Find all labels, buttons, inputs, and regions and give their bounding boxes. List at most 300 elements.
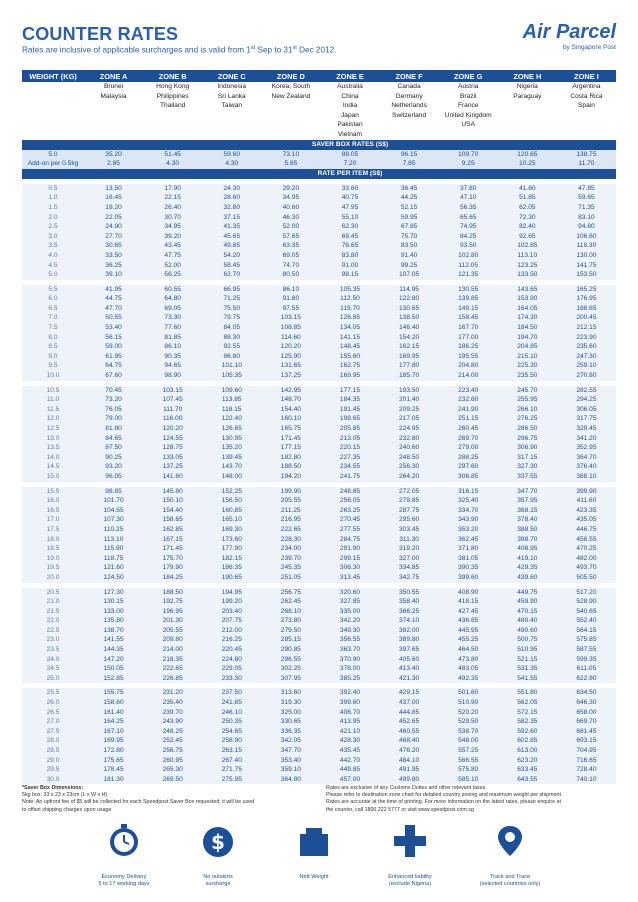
rate-cell: 418.15 — [439, 597, 498, 607]
rate-cell: 541.55 — [498, 674, 557, 684]
rate-cell: 222.65 — [261, 525, 320, 535]
rate-per-item-header — [22, 169, 616, 179]
rate-cell: 177.00 — [439, 333, 498, 343]
rate-cell: 575.80 — [439, 765, 498, 775]
rate-cell: 147.20 — [84, 655, 143, 665]
rate-cell: 37.15 — [202, 213, 261, 223]
note-line: 5kg box: 33 x 23 x 23cm (L x W x H) — [22, 792, 108, 799]
rate-cell: 91.40 — [380, 251, 439, 261]
rate-cell: 69.45 — [320, 232, 379, 242]
rate-cell: 199.90 — [261, 487, 320, 497]
section-title: SAVER BOX RATES (S$) — [84, 140, 616, 150]
rate-cell — [261, 130, 320, 140]
rate-cell: 319.30 — [261, 698, 320, 708]
rate-cell: 306.90 — [498, 443, 557, 453]
rate-cell: 364.80 — [261, 775, 320, 785]
rate-cell: 740.10 — [557, 775, 616, 785]
rate-cell — [202, 120, 261, 130]
rate-cell: 58.45 — [202, 261, 261, 271]
rate-cell: 76.05 — [84, 405, 143, 415]
rate-cell: 458.55 — [557, 535, 616, 545]
rate-cell: Switzerland — [392, 111, 427, 119]
feature-no-outskirts — [178, 822, 258, 888]
rate-cell: 160.10 — [261, 414, 320, 424]
rate-cell: 306.30 — [320, 563, 379, 573]
rate-cell: 186.35 — [202, 563, 261, 573]
rate-row — [22, 405, 616, 415]
rate-cell: 460.55 — [380, 727, 439, 737]
rate-cell: 204.85 — [498, 342, 557, 352]
rate-cell: 216.95 — [261, 515, 320, 525]
weight-cell: 16.5 — [22, 506, 84, 516]
weight-cell: 25.5 — [22, 688, 84, 698]
rate-cell: 35.20 — [84, 150, 143, 160]
rate-cell: 57.65 — [261, 232, 320, 242]
rate-cell: 492.35 — [439, 674, 498, 684]
rate-cell: 411.60 — [557, 496, 616, 506]
rate-cell: 405.60 — [380, 655, 439, 665]
rate-cell — [557, 130, 616, 140]
rate-cell: 26.40 — [143, 203, 202, 213]
rate-cell: 237.50 — [202, 688, 261, 698]
rate-cell: 406.70 — [320, 708, 379, 718]
country-row — [22, 120, 616, 130]
rate-cell: 54.20 — [202, 251, 261, 261]
rate-row — [22, 674, 616, 684]
rate-cell: 500.75 — [498, 635, 557, 645]
rate-cell: 74.70 — [261, 261, 320, 271]
rate-cell: 110.25 — [84, 525, 143, 535]
rate-row — [22, 333, 616, 343]
rate-cell: 501.60 — [439, 688, 498, 698]
rate-cell: 243.90 — [143, 717, 202, 727]
rate-cell: 37.80 — [439, 184, 498, 194]
rate-row — [22, 203, 616, 213]
rate-cell: 231.20 — [143, 688, 202, 698]
rate-cell: 194.70 — [498, 333, 557, 343]
weight-icon — [294, 822, 334, 860]
weight-cell: 13.5 — [22, 443, 84, 453]
rate-cell: 245.35 — [261, 563, 320, 573]
weight-cell: 0.5 — [22, 184, 84, 194]
rate-cell: 521.15 — [498, 655, 557, 665]
feature-sublabel: (exclude Nigeria) — [388, 881, 432, 887]
rate-cell: 248.50 — [380, 453, 439, 463]
rate-cell: 316.15 — [439, 487, 498, 497]
rate-cell: Indonesia — [217, 83, 247, 90]
rate-cell: 557.25 — [439, 746, 498, 756]
rate-cell: 178.45 — [84, 765, 143, 775]
track-icon — [490, 822, 530, 860]
rate-row — [22, 270, 616, 280]
rate-cell: 55.10 — [320, 213, 379, 223]
rate-cell: 364.70 — [557, 453, 616, 463]
rate-cell: 30.70 — [143, 213, 202, 223]
rate-row — [22, 717, 616, 727]
rate-cell: 520.20 — [439, 708, 498, 718]
rate-cell: 538.70 — [439, 727, 498, 737]
rate-cell: 195.55 — [439, 352, 498, 362]
rate-cell: 150.10 — [143, 496, 202, 506]
feature-icons — [0, 822, 638, 902]
rate-cell: 98.15 — [320, 270, 379, 280]
rate-cell: 366.25 — [380, 607, 439, 617]
feature-label: Enhanced liability — [388, 874, 432, 880]
rate-cell: 59.60 — [202, 150, 261, 160]
feature-nett-weight — [274, 822, 354, 881]
rate-cell: 47.95 — [320, 203, 379, 213]
rate-cell: 491.95 — [380, 765, 439, 775]
rate-cell: 107.05 — [380, 270, 439, 280]
weight-cell: 14.0 — [22, 453, 84, 463]
rate-cell: 378.00 — [320, 664, 379, 674]
rate-cell: 235.60 — [557, 342, 616, 352]
rate-cell: 335.00 — [320, 607, 379, 617]
rate-cell: 138.75 — [557, 150, 616, 160]
rate-cell: 265.30 — [143, 765, 202, 775]
rate-cell: 176.95 — [557, 294, 616, 304]
rate-cell: 141.15 — [320, 333, 379, 343]
rate-cell: 376.40 — [557, 462, 616, 472]
rate-cell: 681.45 — [557, 727, 616, 737]
rate-cell: 378.40 — [498, 515, 557, 525]
note-line: to offset shipping charges upon usage — [22, 806, 112, 813]
rate-cell — [202, 130, 261, 140]
dollar-icon — [198, 822, 238, 860]
rate-cell: 390.35 — [439, 563, 498, 573]
rate-cell: 633.45 — [498, 765, 557, 775]
rate-cell: 269.50 — [143, 775, 202, 785]
rate-cell: 185.70 — [380, 371, 439, 381]
rate-cell: 86.10 — [261, 285, 320, 295]
rate-cell: 643.55 — [498, 775, 557, 785]
rate-cell: 582.35 — [498, 717, 557, 727]
rate-cell — [261, 111, 320, 121]
page-title: COUNTER RATES — [22, 24, 179, 44]
section-bar-spacer — [22, 140, 84, 150]
rate-cell: 56.15 — [84, 333, 143, 343]
rate-cell: 126.85 — [320, 313, 379, 323]
rate-cell: 510.95 — [498, 645, 557, 655]
rate-cell: 59.00 — [84, 342, 143, 352]
rate-cell: 224.80 — [202, 655, 261, 665]
rate-cell: 311.30 — [380, 535, 439, 545]
feature-sublabel: surcharge — [205, 881, 231, 887]
rate-cell: 457.00 — [320, 775, 379, 785]
rate-cell: 299.15 — [320, 554, 379, 564]
rate-cell: 429.15 — [380, 688, 439, 698]
rate-cell: 256.30 — [380, 462, 439, 472]
rate-cell: 693.15 — [557, 736, 616, 746]
notes-left — [22, 785, 312, 814]
feature-label: No outskirts — [203, 874, 233, 880]
column-header-zone: ZONE A — [84, 70, 143, 82]
rate-cell: 104.55 — [84, 506, 143, 516]
rate-cell: 329.45 — [557, 424, 616, 434]
rate-cell: 69.05 — [261, 251, 320, 261]
rate-cell: 194.95 — [202, 588, 261, 598]
rate-cell: 241.75 — [320, 472, 379, 482]
rate-cell: 133.05 — [143, 453, 202, 463]
rate-row — [22, 515, 616, 525]
rate-cell: 505.50 — [557, 573, 616, 583]
column-header-zone: ZONE G — [439, 70, 498, 82]
weight-cell: 15.5 — [22, 487, 84, 497]
rate-cell: 73.10 — [261, 150, 320, 160]
rate-cell: 435.05 — [557, 515, 616, 525]
rate-cell: 205.55 — [261, 496, 320, 506]
rate-cell: 7.85 — [380, 159, 439, 169]
rate-cell: 452.65 — [380, 717, 439, 727]
rate-cell: 288.25 — [439, 453, 498, 463]
rate-cell: 120.20 — [261, 342, 320, 352]
weight-cell: 11.0 — [22, 395, 84, 405]
rate-cell — [498, 111, 557, 121]
rate-cell: 148.45 — [320, 342, 379, 352]
rate-cell: 56.35 — [439, 203, 498, 213]
saver-box-header — [22, 140, 616, 150]
rate-cell: 399.60 — [439, 573, 498, 583]
rate-cell: 220.45 — [202, 645, 261, 655]
rate-cell: 342.20 — [320, 616, 379, 626]
column-header-zone: ZONE H — [498, 70, 557, 82]
rate-cell: 268.10 — [261, 607, 320, 617]
rate-cell: 256.75 — [261, 588, 320, 598]
note-line: Rates are exclusive of any Customs Duties and other relevant taxes. — [326, 785, 487, 791]
weight-cell — [22, 101, 84, 111]
rate-cell: 155.60 — [320, 352, 379, 362]
rate-cell: 251.15 — [439, 414, 498, 424]
rate-cell: 33.50 — [84, 251, 143, 261]
weight-cell: 23.5 — [22, 645, 84, 655]
rate-cell: 143.65 — [498, 285, 557, 295]
rate-cell: 46.30 — [261, 213, 320, 223]
rate-cell: 60.55 — [143, 285, 202, 295]
rate-cell: 193.50 — [380, 386, 439, 396]
rate-cell: 370.90 — [320, 655, 379, 665]
rate-row — [22, 765, 616, 775]
rate-cell: 184.35 — [320, 395, 379, 405]
rate-cell: 270.45 — [320, 515, 379, 525]
rate-cell: France — [457, 102, 479, 110]
rate-cell: 152.85 — [84, 674, 143, 684]
rate-row — [22, 342, 616, 352]
rate-cell: 10.25 — [498, 159, 557, 169]
rate-cell: Nigeria — [516, 83, 538, 90]
rate-cell: 50.55 — [84, 313, 143, 323]
rate-cell: 79.75 — [202, 313, 261, 323]
weight-cell: 10.0 — [22, 371, 84, 381]
rate-cell: 234.55 — [320, 462, 379, 472]
rate-cell: 96.80 — [202, 352, 261, 362]
rate-cell: 139.45 — [202, 453, 261, 463]
weight-cell: 27.0 — [22, 717, 84, 727]
rate-row — [22, 487, 616, 497]
rate-row — [22, 506, 616, 516]
rate-cell: 258.90 — [202, 736, 261, 746]
rate-row — [22, 352, 616, 362]
rate-cell: 70.45 — [84, 386, 143, 396]
section-title: RATE PER ITEM (S$) — [84, 169, 616, 179]
weight-cell: 17.0 — [22, 515, 84, 525]
saver-row — [22, 150, 616, 160]
weight-cell: 4.5 — [22, 261, 84, 271]
rate-row — [22, 395, 616, 405]
rate-cell: 113.10 — [84, 535, 143, 545]
air-parcel-logo — [523, 22, 616, 51]
rate-cell: 313.60 — [261, 688, 320, 698]
rate-cell: 468.40 — [380, 736, 439, 746]
rate-cell: Taiwan — [221, 102, 243, 110]
rate-cell — [143, 111, 202, 121]
rate-cell: 156.50 — [202, 496, 261, 506]
rate-cell: 169.95 — [320, 371, 379, 381]
rate-cell: 388.50 — [498, 525, 557, 535]
rate-cell: 175.65 — [84, 756, 143, 766]
rate-cell: 182.15 — [202, 554, 261, 564]
rate-row — [22, 655, 616, 665]
rate-cell — [84, 120, 143, 130]
rate-cell: 47.70 — [84, 304, 143, 314]
rate-cell: 154.40 — [143, 506, 202, 516]
rate-cell: 112.50 — [320, 294, 379, 304]
rate-cell: 146.40 — [380, 323, 439, 333]
rate-cell: Netherlands — [391, 102, 427, 110]
rate-cell: 167.70 — [439, 323, 498, 333]
rate-cell: 76.65 — [320, 241, 379, 251]
rate-cell: 336.35 — [261, 727, 320, 737]
rate-cell: 214.00 — [143, 645, 202, 655]
rate-cell: 96.05 — [84, 472, 143, 482]
saver-box-note-title: *Saver Box Dimensions: — [22, 785, 84, 791]
rate-cell: 124.55 — [143, 434, 202, 444]
weight-cell: 2.5 — [22, 222, 84, 232]
rate-cell: 214.00 — [439, 371, 498, 381]
weight-cell: 21.5 — [22, 607, 84, 617]
rate-row — [22, 462, 616, 472]
rate-cell: 220.15 — [320, 443, 379, 453]
rate-row — [22, 626, 616, 636]
rate-cell: 484.10 — [380, 756, 439, 766]
rate-row — [22, 563, 616, 573]
rate-cell: 201.30 — [143, 616, 202, 626]
rate-cell: 67.85 — [380, 222, 439, 232]
weight-cell: 20.5 — [22, 588, 84, 598]
rate-cell: 83.80 — [320, 251, 379, 261]
rate-cell: 334.85 — [380, 563, 439, 573]
rate-cell: 165.25 — [557, 285, 616, 295]
rate-cell: 445.95 — [439, 626, 498, 636]
rate-cell: 490.60 — [498, 626, 557, 636]
rate-cell: Australia — [337, 83, 363, 90]
rate-cell: 52.00 — [143, 261, 202, 271]
rate-cell: 4.30 — [202, 159, 261, 169]
rate-cell: 148.00 — [202, 472, 261, 482]
rate-cell: 149.15 — [439, 304, 498, 314]
rate-cell: 141.75 — [557, 261, 616, 271]
rate-cell: 623.20 — [498, 756, 557, 766]
rate-cell: 171.45 — [143, 544, 202, 554]
rate-cell: 137.25 — [143, 462, 202, 472]
rate-row — [22, 193, 616, 203]
feature-sublabel: (selected countries only) — [479, 881, 541, 887]
feature-economy-delivery — [84, 822, 164, 888]
section-bar-spacer — [22, 169, 84, 179]
rate-cell: 658.00 — [557, 708, 616, 718]
rate-row — [22, 554, 616, 564]
rate-cell: 137.25 — [261, 371, 320, 381]
rate-cell: 239.70 — [261, 554, 320, 564]
rate-cell: 164.05 — [498, 304, 557, 314]
weight-cell: 6.5 — [22, 304, 84, 314]
rate-cell: 392.40 — [320, 688, 379, 698]
rate-cell: 413.95 — [320, 717, 379, 727]
rate-cell: 161.40 — [84, 708, 143, 718]
rate-cell: 28.60 — [202, 193, 261, 203]
weight-cell: 20.0 — [22, 573, 84, 583]
column-header-zone: ZONE F — [380, 70, 439, 82]
rate-cell: 154.40 — [261, 405, 320, 415]
rate-cell: 162.85 — [143, 525, 202, 535]
rate-row — [22, 607, 616, 617]
rate-cell: 562.05 — [498, 698, 557, 708]
rate-cell: 102.80 — [439, 251, 498, 261]
rate-cell: 144.35 — [84, 645, 143, 655]
rate-cell: 188.50 — [261, 462, 320, 472]
weight-cell: 30.0 — [22, 775, 84, 785]
rate-cell: 77.60 — [143, 323, 202, 333]
rate-cell: 200.45 — [557, 313, 616, 323]
rate-cell: 165.75 — [261, 424, 320, 434]
rate-cell: 352.95 — [557, 443, 616, 453]
weight-cell: 3.5 — [22, 241, 84, 251]
rate-cell: USA — [461, 121, 475, 129]
rate-cell: 566.55 — [439, 756, 498, 766]
rate-cell: 141.60 — [143, 472, 202, 482]
rate-cell: 88.05 — [320, 150, 379, 160]
rate-cell: 107.30 — [84, 515, 143, 525]
feature-track-and-trace — [470, 822, 550, 888]
rate-cell: 232.60 — [439, 395, 498, 405]
rate-cell: 413.40 — [380, 664, 439, 674]
rate-cell: 482.00 — [557, 554, 616, 564]
rate-cell: 277.55 — [320, 525, 379, 535]
rate-cell — [498, 130, 557, 140]
weight-cell: 8.5 — [22, 342, 84, 352]
rate-cell: 51.85 — [498, 193, 557, 203]
rate-cell: 114.95 — [380, 285, 439, 295]
rate-cell: 634.50 — [557, 688, 616, 698]
rate-cell: 470.25 — [557, 544, 616, 554]
rate-cell: 190.65 — [202, 573, 261, 583]
rate-cell: Japan — [341, 111, 359, 119]
rate-row — [22, 664, 616, 674]
rate-cell: 93.20 — [84, 462, 143, 472]
rate-cell: 36.25 — [84, 261, 143, 271]
rate-cell: 272.05 — [380, 487, 439, 497]
rate-cell: 13.50 — [84, 184, 143, 194]
rate-cell: 240.60 — [380, 443, 439, 453]
rate-cell: 90.35 — [143, 352, 202, 362]
rate-cell: 421.30 — [380, 674, 439, 684]
weight-cell: 16.0 — [22, 496, 84, 506]
rate-row — [22, 213, 616, 223]
rate-cell: 264.20 — [380, 472, 439, 482]
rate-cell: 259.10 — [557, 361, 616, 371]
feature-label: Nett Weight — [299, 874, 329, 880]
rate-cell: 225.30 — [498, 361, 557, 371]
rate-cell: 356.55 — [320, 635, 379, 645]
